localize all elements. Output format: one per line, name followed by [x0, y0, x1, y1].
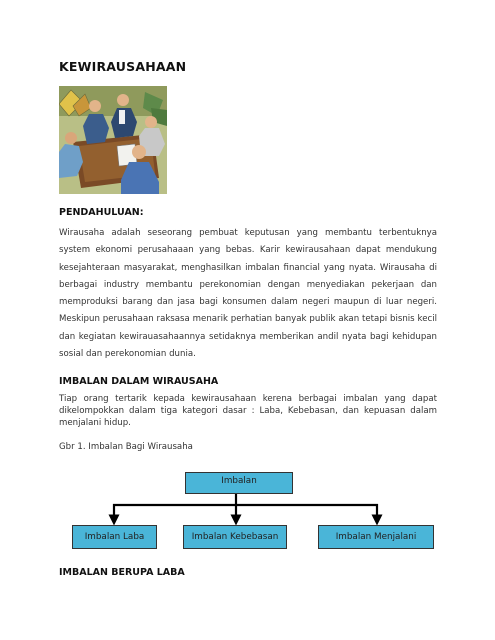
section-heading-imbalan-dalam-wirausaha: IMBALAN DALAM WIRAUSAHA: [59, 376, 219, 387]
figure-caption: Gbr 1. Imbalan Bagi Wirausaha: [59, 442, 193, 452]
imbalan-paragraph: Tiap orang tertarik kepada kewirausahaan kerena berbagai imbalan yang dapat dikelompokkan dalam tiga kategori dasar : Laba, Kebebasan, dan kepuasan dalam menjalani hidup.: [59, 394, 437, 429]
section-heading-imbalan-berupa-laba: IMBALAN BERUPA LABA: [59, 567, 185, 578]
pendahuluan-paragraph: Wirausaha adalah seseorang pembuat keputusan yang membantu terbentuknya system ekonomi perusahaaan yang bebas. Karir kewirausahaan dapat mendukung kesejahteraan masyarakat, menghasilkan imbalan financial yang nyata. Wirausaha di berbagai industry membantu perekonomian dengan menyediakan pekerjaan dan memproduksi barang dan jasa bagi konsumen dalam negeri maupun di luar negeri. Meskipun perusahaan raksasa menarik perhatian banyak publik akan tetapi bisnis kecil dan kegiatan kewirauasahaannya setidaknya memberikan andil nyata bagi kehidupan sosial dan perekonomian dunia.: [59, 228, 437, 360]
diagram-node-imbalan-menjalani: Imbalan Menjalani: [318, 525, 434, 549]
document-title: KEWIRAUSAHAAN: [59, 59, 187, 74]
diagram-node-imbalan-kebebasan: Imbalan Kebebasan: [183, 525, 287, 549]
section-heading-pendahuluan: PENDAHULUAN:: [59, 207, 144, 218]
diagram-node-imbalan: Imbalan: [185, 472, 293, 494]
diagram-node-imbalan-laba: Imbalan Laba: [72, 525, 157, 549]
